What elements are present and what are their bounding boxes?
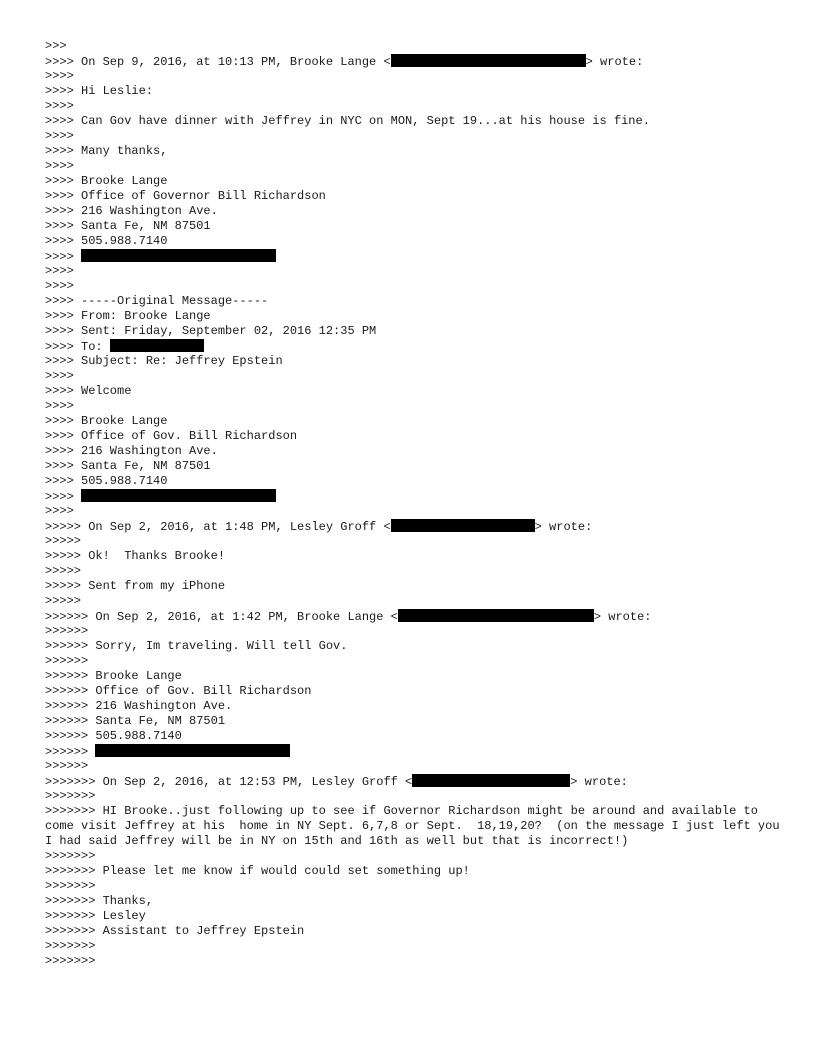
text-line: >>>>> <box>45 564 82 578</box>
text-line: >>>>>>> Thanks, <box>45 894 154 908</box>
text-line: >>>>>>> <box>45 789 96 803</box>
text-line: >>>> Santa Fe, NM 87501 <box>45 459 211 473</box>
text-line: >>>> <box>45 69 74 83</box>
text-line: >>>>>> Sorry, Im traveling. Will tell Gov. <box>45 639 348 653</box>
redaction-bar <box>110 339 204 352</box>
redaction-bar <box>391 519 535 532</box>
redaction-bar <box>81 489 276 502</box>
text-line-redacted <box>45 339 785 354</box>
text-line: >>>> Many thanks, <box>45 144 168 158</box>
text-line: >>>>>>> <box>45 939 96 953</box>
text-line: >>>>>> Brooke Lange <box>45 669 182 683</box>
text-line-redacted <box>45 249 785 264</box>
text-line: >>>> Welcome <box>45 384 132 398</box>
text-paragraph: >>>>>>> HI Brooke..just following up to see if Governor Richardson might be around and available to come visit Jeffrey at his home in NY Sept. 6,7,8 or Sept. 18,19,20? (on the message I just left you I had said Jeffrey will be in NY on 15th and 16th as well but that is incorrect!) <box>45 804 787 848</box>
header-text: >>>>> On Sep 2, 2016, at 1:48 PM, Lesley Groff < <box>45 520 391 534</box>
text-line: >>>> -----Original Message----- <box>45 294 269 308</box>
text-line-header <box>45 774 785 789</box>
text-line: >>>> Hi Leslie: <box>45 84 154 98</box>
text-line: >>>> <box>45 264 74 278</box>
text-line: >>>> 505.988.7140 <box>45 474 168 488</box>
text-line-header <box>45 519 785 534</box>
quote-prefix: >>>> <box>45 490 82 504</box>
text-line: >>>> 216 Washington Ave. <box>45 444 218 458</box>
redaction-bar <box>412 774 570 787</box>
text-line: >>>>>>> <box>45 954 96 968</box>
text-line: >>>>>> <box>45 624 89 638</box>
header-text: >>>>>> On Sep 2, 2016, at 1:42 PM, Brooke Lange < <box>45 610 398 624</box>
text-line: >>>> <box>45 159 74 173</box>
header-text-end: > wrote: <box>534 520 593 534</box>
redaction-bar <box>398 609 594 622</box>
text-line: >>>>>>> <box>45 849 96 863</box>
text-line: >>>>>> Office of Gov. Bill Richardson <box>45 684 312 698</box>
text-line-header <box>45 609 785 624</box>
text-line: >>>> Subject: Re: Jeffrey Epstein <box>45 354 283 368</box>
header-text-end: > wrote: <box>570 775 628 789</box>
redaction-bar <box>95 744 290 757</box>
text-line: >>>>>>> Please let me know if would could set something up! <box>45 864 470 878</box>
text-line: >>>>>>> <box>45 879 96 893</box>
to-label: >>>> To: <box>45 340 110 354</box>
text-line: >>>> <box>45 369 74 383</box>
text-line: >>>>> <box>45 594 82 608</box>
redaction-bar <box>81 249 276 262</box>
text-line: >>>>> Ok! Thanks Brooke! <box>45 549 226 563</box>
text-line: >>>> Can Gov have dinner with Jeffrey in NYC on MON, Sept 19...at his house is fine. <box>45 114 650 128</box>
text-line: >>>>>>> Assistant to Jeffrey Epstein <box>45 924 305 938</box>
header-text: >>>>>>> On Sep 2, 2016, at 12:53 PM, Lesley Groff < <box>45 775 413 789</box>
text-line: >>>>>> <box>45 759 89 773</box>
header-text-end: > wrote: <box>585 55 644 69</box>
text-line: >>>> Office of Governor Bill Richardson <box>45 189 326 203</box>
text-line: >>>>>> 505.988.7140 <box>45 729 182 743</box>
text-line: >>>> Sent: Friday, September 02, 2016 12:35 PM <box>45 324 377 338</box>
redaction-bar <box>391 54 586 67</box>
text-line: >>> <box>45 39 67 53</box>
text-line: >>>> <box>45 129 74 143</box>
header-text-end: > wrote: <box>593 610 652 624</box>
header-text: >>>> On Sep 9, 2016, at 10:13 PM, Brooke Lange < <box>45 55 391 69</box>
text-line: >>>> <box>45 399 74 413</box>
text-line: >>>> Brooke Lange <box>45 414 168 428</box>
email-thread-document <box>45 39 785 969</box>
text-line-redacted <box>45 489 785 504</box>
text-line: >>>> Santa Fe, NM 87501 <box>45 219 211 233</box>
text-line: >>>> <box>45 279 74 293</box>
text-line: >>>>>> <box>45 654 89 668</box>
quote-prefix: >>>> <box>45 250 82 264</box>
text-line: >>>> <box>45 99 74 113</box>
text-line: >>>> 505.988.7140 <box>45 234 168 248</box>
text-line: >>>>>> Santa Fe, NM 87501 <box>45 714 226 728</box>
text-line: >>>> Office of Gov. Bill Richardson <box>45 429 298 443</box>
quote-prefix: >>>>>> <box>45 745 96 759</box>
text-line: >>>>>>> Lesley <box>45 909 146 923</box>
text-line: >>>>> Sent from my iPhone <box>45 579 226 593</box>
text-line-header <box>45 54 785 69</box>
text-line: >>>>>> 216 Washington Ave. <box>45 699 233 713</box>
text-line: >>>> Brooke Lange <box>45 174 168 188</box>
text-line: >>>> 216 Washington Ave. <box>45 204 218 218</box>
text-line-redacted <box>45 744 785 759</box>
text-line: >>>> <box>45 504 74 518</box>
text-line: >>>>> <box>45 534 82 548</box>
text-line: >>>> From: Brooke Lange <box>45 309 211 323</box>
